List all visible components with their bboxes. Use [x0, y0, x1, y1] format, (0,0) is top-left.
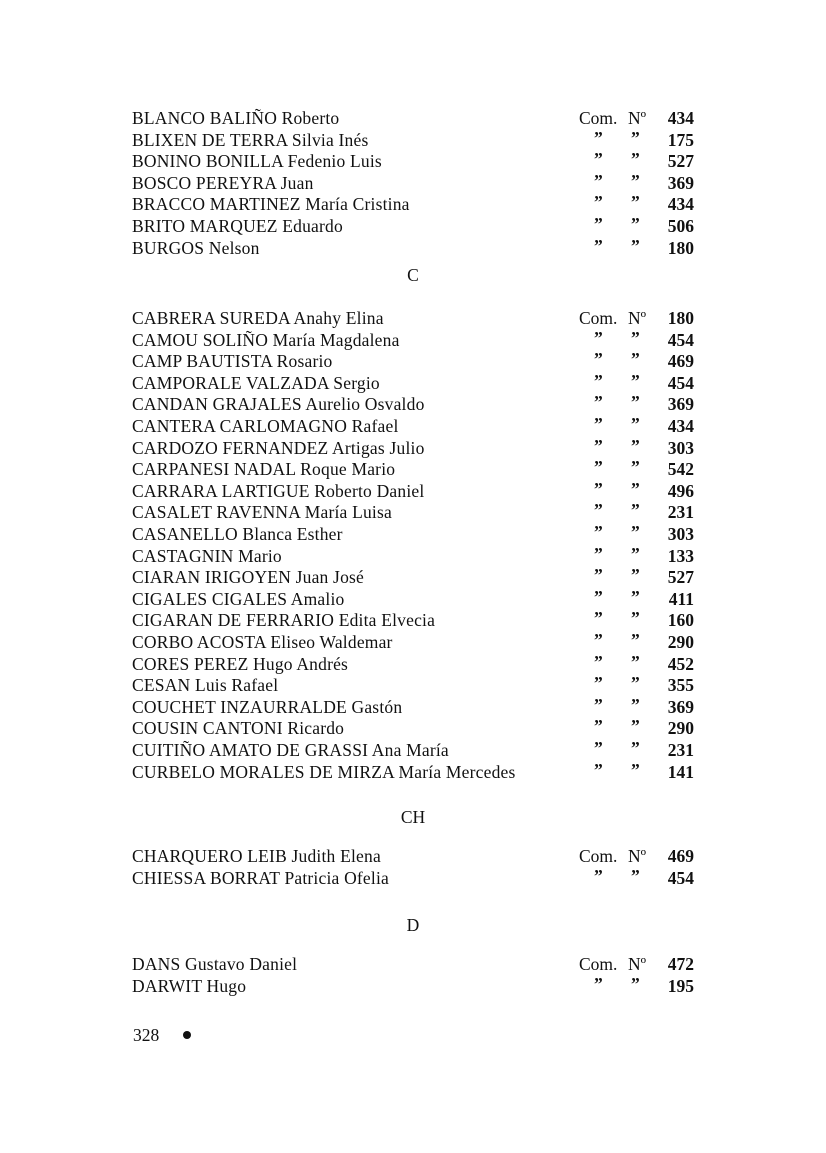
ditto-mark: ”	[631, 392, 640, 413]
ditto-mark: ”	[631, 214, 640, 234]
member-name: CURBELO MORALES DE MIRZA María Mercedes	[132, 761, 516, 782]
list-item	[132, 674, 694, 696]
member-name: COUCHET INZAURRALDE Gastón	[132, 696, 403, 717]
committee-number: 369	[667, 394, 694, 415]
ditto-mark: ”	[631, 149, 640, 170]
committee-number: 195	[667, 975, 694, 996]
ditto-mark: ”	[594, 214, 603, 234]
list-item	[132, 975, 694, 997]
member-name: CAMPORALE VALZADA Sergio	[132, 372, 380, 393]
committee-number: 454	[667, 372, 694, 393]
ditto-mark: ”	[631, 500, 640, 521]
ditto-mark: ”	[594, 170, 603, 191]
ditto-mark: ”	[631, 127, 640, 148]
ditto-mark: ”	[594, 865, 603, 886]
list-item	[132, 415, 694, 437]
member-name: CUITIÑO AMATO DE GRASSI Ana María	[132, 740, 449, 760]
number-label: Nº	[628, 846, 647, 866]
ditto-mark: ”	[631, 973, 640, 994]
committee-number: 527	[667, 151, 694, 172]
ditto-mark: ”	[631, 349, 640, 370]
committee-number: 434	[667, 194, 694, 215]
member-name: CARDOZO FERNANDEZ Artigas Julio	[132, 437, 425, 458]
committee-number: 469	[667, 846, 694, 866]
ditto-mark: ”	[594, 457, 603, 478]
list-item	[132, 739, 694, 761]
list-item	[132, 631, 694, 653]
ditto-mark: ”	[594, 565, 603, 586]
committee-number: 290	[667, 632, 694, 652]
ditto-mark: ”	[594, 673, 603, 694]
list-item	[132, 845, 694, 867]
list-item	[132, 215, 694, 237]
committee-number: 355	[667, 675, 694, 696]
ditto-mark: ”	[631, 608, 640, 629]
member-name: CASALET RAVENNA María Luisa	[132, 502, 392, 523]
ditto-mark: ”	[631, 673, 640, 694]
committee-label: Com.	[579, 846, 618, 866]
committee-number: 369	[667, 696, 694, 717]
list-item	[132, 566, 694, 588]
ditto-mark: ”	[631, 651, 640, 672]
ditto-mark: ”	[631, 478, 640, 499]
list-item	[132, 588, 694, 610]
list-item	[132, 393, 694, 415]
committee-label: Com.	[579, 108, 618, 128]
committee-number: 452	[667, 653, 694, 674]
member-name: BRITO MARQUEZ Eduardo	[132, 216, 343, 236]
number-label: Nº	[628, 954, 647, 974]
committee-number: 469	[667, 351, 694, 372]
ditto-mark: ”	[594, 759, 603, 780]
committee-number: 180	[667, 237, 694, 258]
ditto-mark: ”	[594, 586, 603, 607]
ditto-mark: ”	[594, 651, 603, 672]
ditto-mark: ”	[594, 738, 603, 758]
ditto-mark: ”	[631, 414, 640, 434]
ditto-mark: ”	[631, 192, 640, 213]
ditto-mark: ”	[631, 457, 640, 478]
committee-number: 496	[667, 480, 694, 501]
list-item	[132, 129, 694, 151]
ditto-mark: ”	[594, 327, 603, 348]
committee-reference	[576, 867, 694, 889]
section-letter-heading: D	[406, 915, 420, 935]
ditto-mark: ”	[631, 170, 640, 191]
list-item	[132, 653, 694, 675]
ditto-mark: ”	[631, 370, 640, 391]
committee-reference	[576, 237, 694, 259]
ditto-mark: ”	[594, 435, 603, 456]
list-item	[132, 953, 694, 975]
member-name: CABRERA SUREDA Anahy Elina	[132, 308, 384, 328]
section-letter-heading: CH	[400, 807, 426, 827]
ditto-mark: ”	[594, 500, 603, 521]
member-name: CIARAN IRIGOYEN Juan José	[132, 567, 364, 588]
committee-number: 434	[667, 416, 694, 436]
ditto-mark: ”	[594, 149, 603, 170]
committee-number: 472	[667, 954, 694, 974]
committee-number: 133	[667, 545, 694, 566]
list-item	[132, 545, 694, 567]
ditto-mark: ”	[631, 435, 640, 456]
ditto-mark: ”	[631, 694, 640, 715]
list-item	[132, 609, 694, 631]
member-name: CIGALES CIGALES Amalio	[132, 588, 345, 609]
member-name: BRACCO MARTINEZ María Cristina	[132, 194, 410, 215]
committee-number: 231	[667, 502, 694, 523]
committee-reference	[576, 975, 694, 997]
member-name: CIGARAN DE FERRARIO Edita Elvecia	[132, 610, 436, 631]
member-name: DANS Gustavo Daniel	[132, 954, 298, 974]
committee-number: 411	[668, 588, 694, 609]
member-name: BLANCO BALIÑO Roberto	[132, 108, 340, 128]
list-item	[132, 107, 694, 129]
committee-number: 369	[667, 172, 694, 193]
list-item	[132, 307, 694, 329]
list-item	[132, 458, 694, 480]
list-item	[132, 172, 694, 194]
list-item	[132, 237, 694, 259]
member-name: CESAN Luis Rafael	[132, 675, 279, 696]
committee-label: Com.	[579, 954, 618, 974]
ditto-mark: ”	[594, 127, 603, 148]
committee-number: 180	[667, 308, 694, 328]
ditto-mark: ”	[631, 738, 640, 758]
ditto-mark: ”	[594, 478, 603, 499]
committee-number: 506	[667, 216, 694, 236]
member-name: CORES PEREZ Hugo Andrés	[132, 653, 349, 674]
member-name: CHIESSA BORRAT Patricia Ofelia	[132, 867, 389, 888]
number-label: Nº	[628, 108, 647, 128]
member-name: COUSIN CANTONI Ricardo	[132, 718, 345, 739]
list-item	[132, 350, 694, 372]
list-item	[132, 696, 694, 718]
member-name: CASTAGNIN Mario	[132, 545, 282, 566]
member-name: DARWIT Hugo	[132, 975, 247, 996]
committee-reference	[576, 761, 694, 783]
member-name: BOSCO PEREYRA Juan	[132, 172, 314, 193]
list-item	[132, 761, 694, 783]
ditto-mark: ”	[631, 327, 640, 348]
ditto-mark: ”	[631, 565, 640, 586]
member-name: CANDAN GRAJALES Aurelio Osvaldo	[132, 394, 425, 415]
committee-number: 527	[667, 567, 694, 588]
member-name: CAMOU SOLIÑO María Magdalena	[132, 329, 400, 350]
list-item	[132, 717, 694, 739]
committee-number: 542	[667, 459, 694, 480]
committee-number: 231	[667, 740, 694, 760]
ditto-mark: ”	[594, 392, 603, 413]
bullet-icon	[183, 1031, 191, 1039]
committee-number: 303	[667, 524, 694, 544]
member-name: BURGOS Nelson	[132, 237, 260, 258]
ditto-mark: ”	[594, 716, 603, 737]
page-number: 328	[133, 1025, 160, 1045]
number-label: Nº	[628, 308, 647, 328]
list-item	[132, 437, 694, 459]
ditto-mark: ”	[631, 586, 640, 607]
ditto-mark: ”	[631, 522, 640, 542]
member-name: CAMP BAUTISTA Rosario	[132, 351, 333, 372]
ditto-mark: ”	[631, 716, 640, 737]
list-item	[132, 329, 694, 351]
ditto-mark: ”	[594, 630, 603, 650]
ditto-mark: ”	[631, 759, 640, 780]
ditto-mark: ”	[594, 370, 603, 391]
ditto-mark: ”	[594, 543, 603, 564]
member-name: CHARQUERO LEIB Judith Elena	[132, 846, 381, 866]
committee-label: Com.	[579, 308, 618, 328]
ditto-mark: ”	[631, 630, 640, 650]
list-item	[132, 150, 694, 172]
member-name: BONINO BONILLA Fedenio Luis	[132, 151, 382, 172]
ditto-mark: ”	[594, 694, 603, 715]
member-name: CORBO ACOSTA Eliseo Waldemar	[132, 632, 393, 652]
ditto-mark: ”	[594, 522, 603, 542]
ditto-mark: ”	[631, 235, 640, 256]
member-name: BLIXEN DE TERRA Silvia Inés	[132, 129, 369, 150]
list-item	[132, 867, 694, 889]
committee-number: 303	[667, 437, 694, 458]
committee-number: 290	[667, 718, 694, 739]
ditto-mark: ”	[631, 865, 640, 886]
committee-number: 454	[667, 329, 694, 350]
committee-number: 141	[667, 761, 694, 782]
ditto-mark: ”	[594, 192, 603, 213]
committee-number: 160	[667, 610, 694, 631]
list-item	[132, 501, 694, 523]
member-name: CANTERA CARLOMAGNO Rafael	[132, 416, 399, 436]
ditto-mark: ”	[594, 349, 603, 370]
committee-number: 434	[667, 108, 694, 128]
list-item	[132, 193, 694, 215]
ditto-mark: ”	[594, 414, 603, 434]
member-name: CARRARA LARTIGUE Roberto Daniel	[132, 480, 425, 501]
ditto-mark: ”	[594, 608, 603, 629]
section-letter-heading: C	[407, 265, 419, 285]
committee-number: 175	[667, 129, 694, 150]
member-name: CARPANESI NADAL Roque Mario	[132, 459, 396, 480]
committee-number: 454	[667, 867, 694, 888]
ditto-mark: ”	[594, 235, 603, 256]
ditto-mark: ”	[631, 543, 640, 564]
list-item	[132, 372, 694, 394]
ditto-mark: ”	[594, 973, 603, 994]
list-item	[132, 523, 694, 545]
member-name: CASANELLO Blanca Esther	[132, 524, 343, 544]
list-item	[132, 480, 694, 502]
